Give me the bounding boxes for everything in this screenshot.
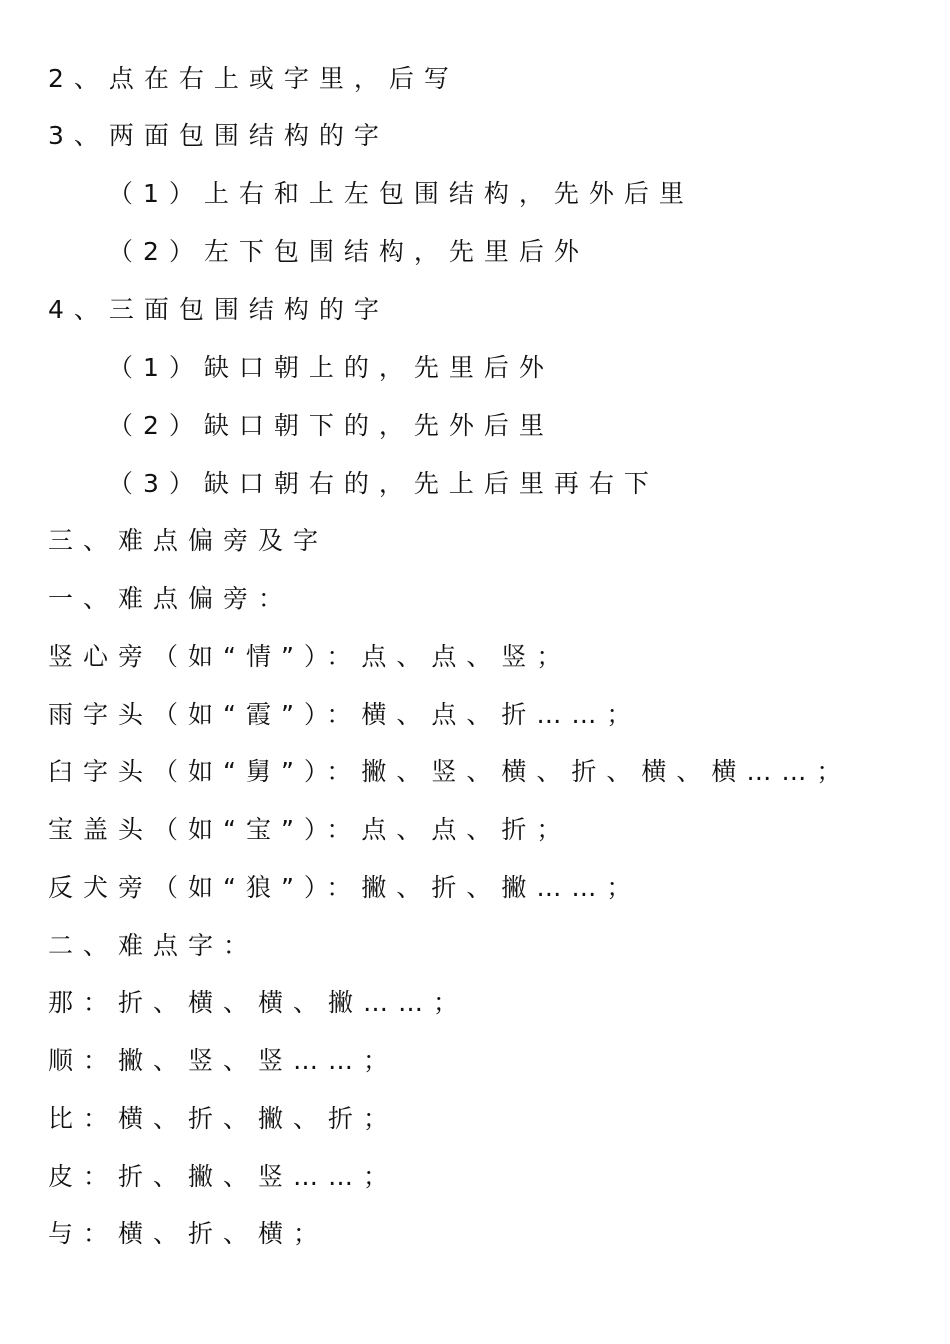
rule-lower-left-enclosure: （2）左下包围结构，先里后外 <box>108 237 589 266</box>
radical-jiuzitou: 臼字头（如“舅”）：撇、竖、横、折、横、横……； <box>48 757 852 786</box>
character-bi: 比：横、折、撇、折； <box>48 1104 399 1133</box>
radical-baogaitou: 宝盖头（如“宝”）：点、点、折； <box>48 815 572 844</box>
character-pi: 皮：折、撇、竖……； <box>48 1162 399 1191</box>
section-heading-difficult: 三、难点偏旁及字 <box>48 526 329 555</box>
rule-opening-right: （3）缺口朝右的，先上后里再右下 <box>108 469 659 498</box>
subheading-difficult-radicals: 一、难点偏旁： <box>48 584 294 613</box>
rule-dot-upper-right: 2、点在右上或字里，后写 <box>48 64 459 93</box>
heading-two-side-enclosure: 3、两面包围结构的字 <box>48 121 389 150</box>
character-na: 那：折、横、横、撇……； <box>48 988 469 1017</box>
heading-three-side-enclosure: 4、三面包围结构的字 <box>48 295 389 324</box>
rule-opening-down: （2）缺口朝下的，先外后里 <box>108 411 554 440</box>
radical-yuzitou: 雨字头（如“霞”）：横、点、折……； <box>48 700 642 729</box>
character-shun: 顺：撇、竖、竖……； <box>48 1046 399 1075</box>
radical-shuxin: 竖心旁（如“情”）：点、点、竖； <box>48 642 572 671</box>
character-yu: 与：横、折、横； <box>48 1219 329 1248</box>
radical-fanquan: 反犬旁（如“狼”）：撇、折、撇……； <box>48 873 642 902</box>
subheading-difficult-characters: 二、难点字： <box>48 931 259 960</box>
rule-upper-right-left-enclosure: （1）上右和上左包围结构，先外后里 <box>108 179 694 208</box>
rule-opening-up: （1）缺口朝上的，先里后外 <box>108 353 554 382</box>
